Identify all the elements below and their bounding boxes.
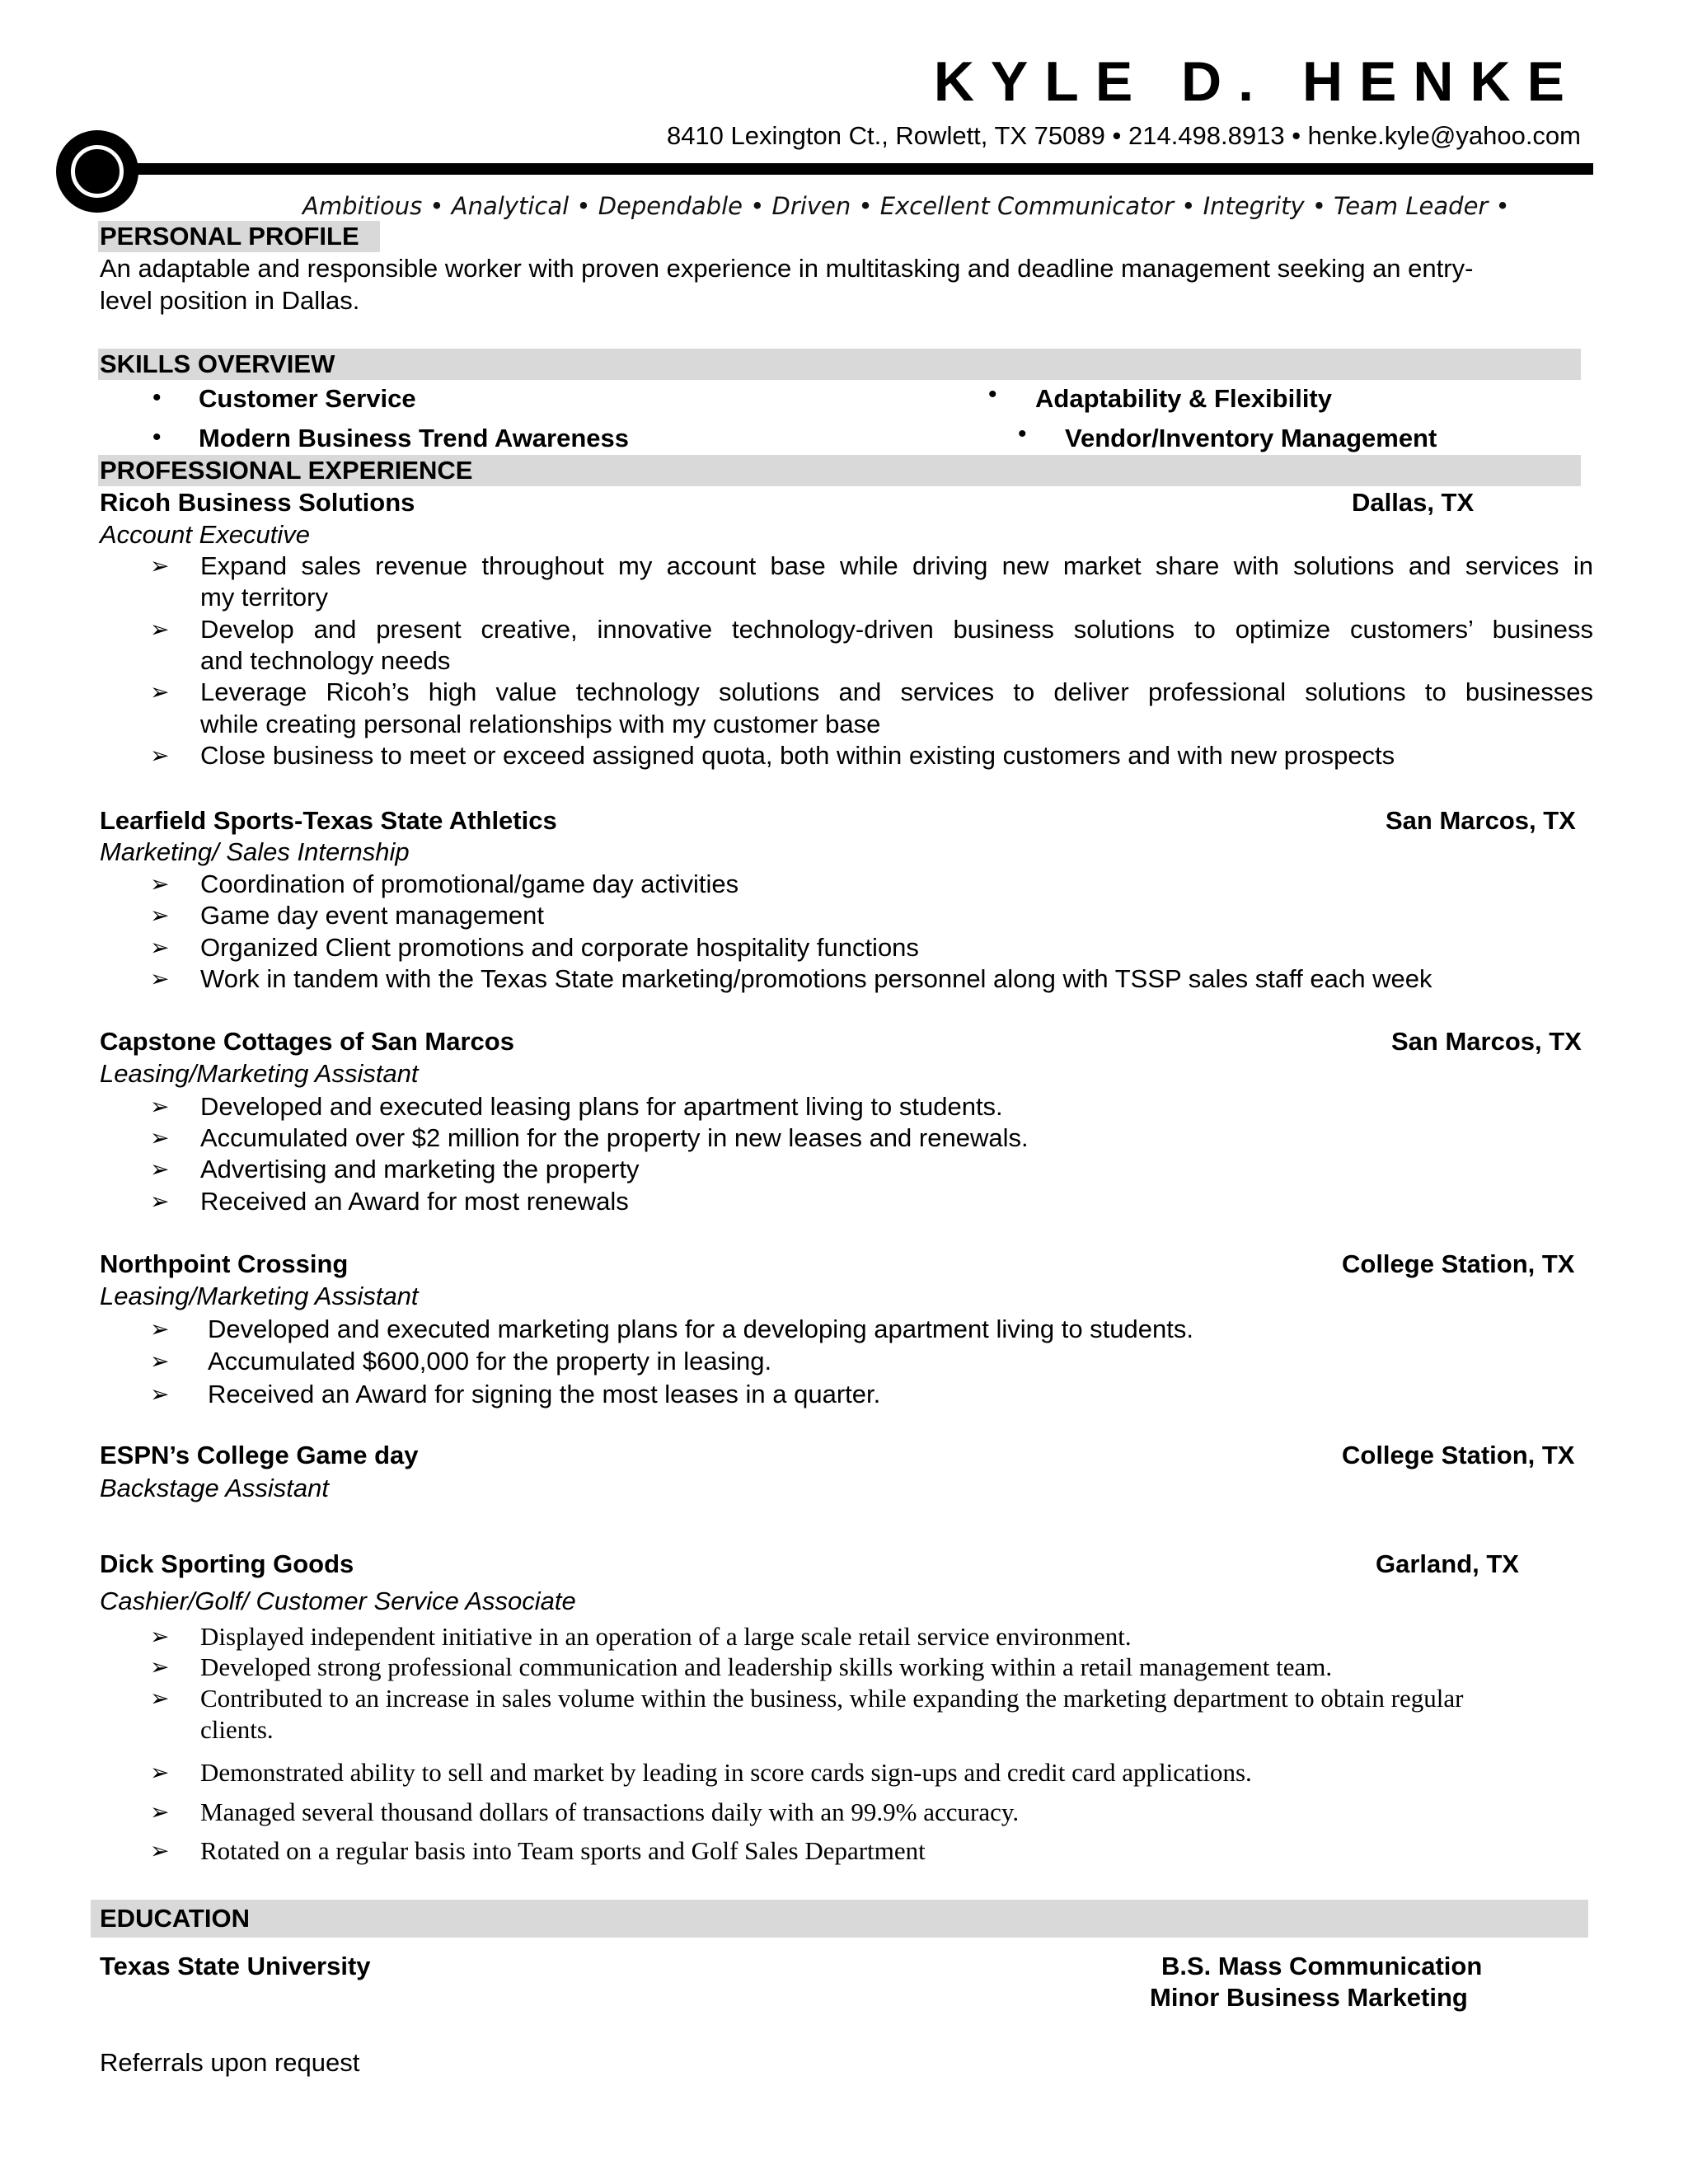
section-heading-skills: SKILLS OVERVIEW [98,349,1581,380]
bullet-dot-icon: • [1018,420,1027,448]
bullet-dot-icon: • [152,424,162,451]
education-degree: B.S. Mass Communication [1161,1952,1483,1980]
bullet-dot-icon: • [152,384,162,411]
referrals-note: Referrals upon request [100,2048,360,2077]
candidate-name: KYLE D. HENKE [933,50,1581,113]
arrow-bullet-icon: ➢ [150,1654,170,1680]
arrow-bullet-icon: ➢ [150,743,170,768]
job-bullet: Displayed independent initiative in an operation of a large scale retail service environment. [200,1622,1132,1651]
arrow-bullet-icon: ➢ [150,902,170,928]
arrow-bullet-icon: ➢ [150,1838,170,1863]
job-title: Account Executive [100,520,311,549]
job-bullet: Close business to meet or exceed assigned quota, both within existing customers and with new prospects [200,741,1395,770]
job-location: San Marcos, TX [1386,806,1576,835]
job-location: San Marcos, TX [1391,1027,1582,1056]
job-location: Garland, TX [1376,1549,1519,1578]
job-location: College Station, TX [1342,1441,1575,1469]
job-company: Ricoh Business Solutions [100,488,415,517]
job-bullet: and technology needs [200,646,451,675]
job-bullet: Accumulated $600,000 for the property in leasing. [208,1347,772,1376]
job-bullet: Advertising and marketing the property [200,1155,640,1183]
job-bullet: Received an Award for signing the most leases in a quarter. [208,1380,881,1408]
skill-item: Adaptability & Flexibility [1035,384,1332,413]
job-bullet: Developed and executed leasing plans for apartment living to students. [200,1092,1003,1121]
arrow-bullet-icon: ➢ [150,553,170,579]
skill-item: Modern Business Trend Awareness [199,424,630,452]
job-location: Dallas, TX [1352,488,1475,517]
job-title: Leasing/Marketing Assistant [100,1059,419,1088]
job-bullet: Demonstrated ability to sell and market by leading in score cards sign-ups and credit card applications. [200,1758,1252,1787]
job-bullet: Accumulated over $2 million for the property in new leases and renewals. [200,1123,1029,1152]
education-minor: Minor Business Marketing [1150,1983,1468,2012]
job-bullet: Contributed to an increase in sales volume within the business, while expanding the marketing department to obtain regular [200,1684,1464,1713]
section-heading-education: EDUCATION [91,1900,1588,1938]
profile-line-1: An adaptable and responsible worker with proven experience in multitasking and deadline management seeking an entry- [100,254,1474,283]
arrow-bullet-icon: ➢ [150,1760,170,1785]
job-bullet: Expand sales revenue throughout my account base while driving new market share with solutions and services in [200,551,1593,580]
job-company: Learfield Sports-Texas State Athletics [100,806,557,835]
arrow-bullet-icon: ➢ [150,1348,170,1374]
job-bullet: Developed and executed marketing plans for a developing apartment living to students. [208,1315,1193,1343]
job-bullet: Managed several thousand dollars of transactions daily with an 99.9% accuracy. [200,1797,1020,1826]
arrow-bullet-icon: ➢ [150,966,170,991]
job-company: Dick Sporting Goods [100,1549,354,1578]
arrow-bullet-icon: ➢ [150,1685,170,1711]
arrow-bullet-icon: ➢ [150,616,170,642]
job-bullet: Developed strong professional communication and leadership skills working within a retail management team. [200,1652,1333,1681]
job-bullet: Develop and present creative, innovative technology-driven business solutions to optimize customers’ business [200,615,1593,644]
section-heading-profile: PERSONAL PROFILE [98,221,380,252]
education-school: Texas State University [100,1952,371,1980]
job-bullet: Rotated on a regular basis into Team sports and Golf Sales Department [200,1836,926,1865]
arrow-bullet-icon: ➢ [150,1381,170,1407]
job-title: Cashier/Golf/ Customer Service Associate [100,1586,576,1615]
skill-item: Customer Service [199,384,416,413]
arrow-bullet-icon: ➢ [150,1316,170,1342]
job-company: ESPN’s College Game day [100,1441,419,1469]
arrow-bullet-icon: ➢ [150,935,170,960]
arrow-bullet-icon: ➢ [150,1188,170,1214]
job-bullet: my territory [200,583,328,612]
job-title: Marketing/ Sales Internship [100,837,410,866]
job-bullet: Received an Award for most renewals [200,1187,629,1216]
job-bullet: Leverage Ricoh’s high value technology solutions and services to deliver professional solutions to businesses [200,677,1593,706]
section-heading-experience: PROFESSIONAL EXPERIENCE [98,455,1581,486]
job-bullet: while creating personal relationships with my customer base [200,710,881,738]
arrow-bullet-icon: ➢ [150,1125,170,1151]
profile-line-2: level position in Dallas. [100,286,360,315]
arrow-bullet-icon: ➢ [150,1094,170,1119]
bullet-dot-icon: • [988,381,997,408]
header-rule [124,163,1593,175]
job-company: Northpoint Crossing [100,1249,349,1278]
arrow-bullet-icon: ➢ [150,1799,170,1825]
job-company: Capstone Cottages of San Marcos [100,1027,514,1056]
job-bullet: Game day event management [200,901,545,930]
arrow-bullet-icon: ➢ [150,679,170,705]
contact-line: 8410 Lexington Ct., Rowlett, TX 75089 • 214.498.8913 • henke.kyle@yahoo.com [666,121,1581,150]
job-bullet: Work in tandem with the Texas State marketing/promotions personnel along with TSSP sales staff each week [200,964,1432,993]
arrow-bullet-icon: ➢ [150,1156,170,1182]
job-bullet: clients. [200,1715,274,1744]
job-title: Backstage Assistant [100,1474,329,1502]
job-title: Leasing/Marketing Assistant [100,1282,419,1310]
job-bullet: Coordination of promotional/game day activities [200,869,739,898]
skill-item: Vendor/Inventory Management [1065,424,1437,452]
arrow-bullet-icon: ➢ [150,1624,170,1649]
traits-line: Ambitious • Analytical • Dependable • Driven • Excellent Communicator • Integrity • Team Leader • [302,192,1510,220]
job-bullet: Organized Client promotions and corporate hospitality functions [200,933,919,962]
arrow-bullet-icon: ➢ [150,871,170,897]
job-location: College Station, TX [1342,1249,1575,1278]
